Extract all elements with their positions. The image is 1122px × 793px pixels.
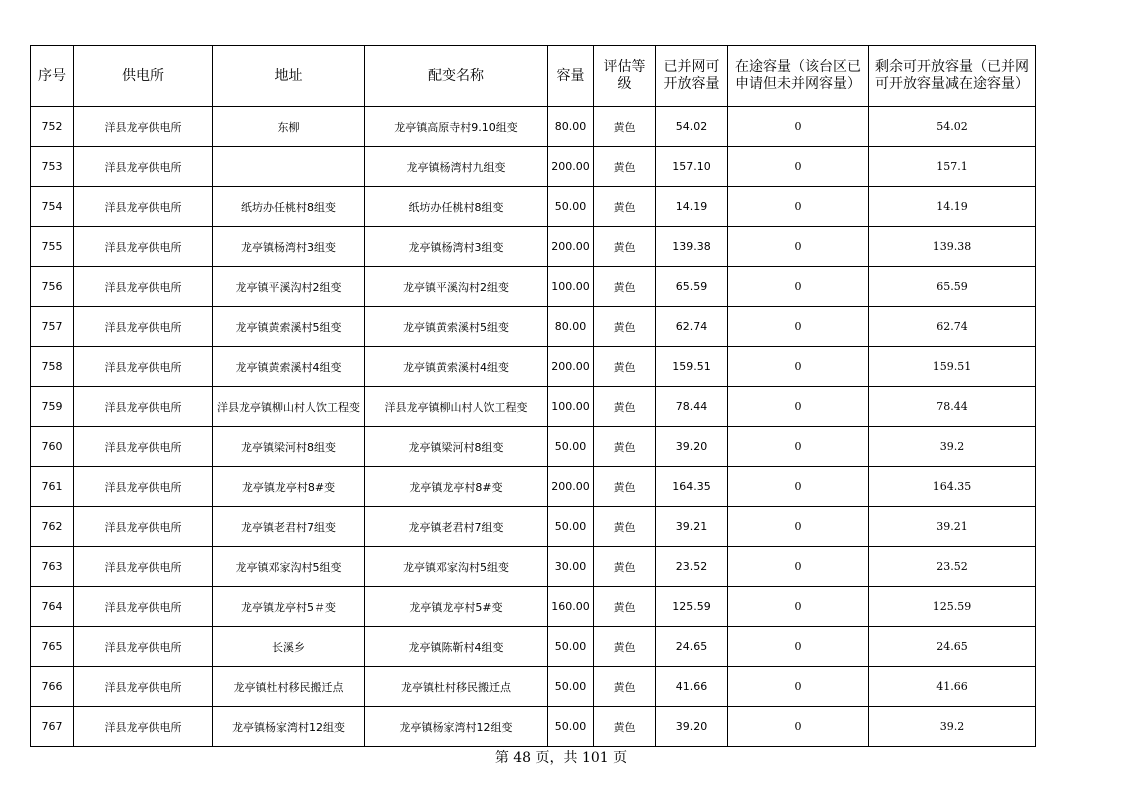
cell-office: 洋县龙亭供电所 <box>74 107 213 147</box>
cell-capacity: 80.00 <box>548 107 594 147</box>
cell-office: 洋县龙亭供电所 <box>74 387 213 427</box>
cell-capacity: 100.00 <box>548 387 594 427</box>
cell-address: 龙亭镇平溪沟村2组变 <box>213 267 365 307</box>
cell-remaining: 164.35 <box>869 467 1036 507</box>
cell-office: 洋县龙亭供电所 <box>74 587 213 627</box>
cell-transformer: 龙亭镇龙亭村5#变 <box>365 587 548 627</box>
cell-no: 763 <box>31 547 74 587</box>
cell-grade: 黄色 <box>594 427 656 467</box>
cell-connected: 24.65 <box>656 627 728 667</box>
cell-grade: 黄色 <box>594 387 656 427</box>
cell-no: 758 <box>31 347 74 387</box>
page-footer: 第 48 页，共 101 页 <box>494 750 628 766</box>
cell-connected: 159.51 <box>656 347 728 387</box>
table-row <box>31 627 1036 667</box>
cell-remaining: 139.38 <box>869 227 1036 267</box>
cell-connected: 54.02 <box>656 107 728 147</box>
table-row <box>31 507 1036 547</box>
cell-in-transit: 0 <box>728 427 869 467</box>
cell-grade: 黄色 <box>594 147 656 187</box>
cell-transformer: 龙亭镇平溪沟村2组变 <box>365 267 548 307</box>
cell-in-transit: 0 <box>728 147 869 187</box>
cell-transformer: 龙亭镇杨家湾村12组变 <box>365 707 548 747</box>
cell-in-transit: 0 <box>728 227 869 267</box>
cell-transformer: 龙亭镇杨湾村3组变 <box>365 227 548 267</box>
cell-address: 龙亭镇梁河村8组变 <box>213 427 365 467</box>
cell-address: 洋县龙亭镇柳山村人饮工程变 <box>213 387 365 427</box>
cell-capacity: 50.00 <box>548 667 594 707</box>
cell-in-transit: 0 <box>728 627 869 667</box>
cell-office: 洋县龙亭供电所 <box>74 707 213 747</box>
table-row <box>31 227 1036 267</box>
table-row <box>31 187 1036 227</box>
cell-capacity: 200.00 <box>548 347 594 387</box>
cell-address: 龙亭镇龙亭村5＃变 <box>213 587 365 627</box>
cell-transformer: 纸坊办任桃村8组变 <box>365 187 548 227</box>
cell-transformer: 龙亭镇老君村7组变 <box>365 507 548 547</box>
cell-grade: 黄色 <box>594 587 656 627</box>
cell-connected: 39.20 <box>656 707 728 747</box>
cell-in-transit: 0 <box>728 187 869 227</box>
cell-no: 766 <box>31 667 74 707</box>
table-row <box>31 427 1036 467</box>
cell-capacity: 100.00 <box>548 267 594 307</box>
cell-capacity: 200.00 <box>548 467 594 507</box>
cell-in-transit: 0 <box>728 547 869 587</box>
cell-connected: 164.35 <box>656 467 728 507</box>
cell-grade: 黄色 <box>594 267 656 307</box>
cell-no: 767 <box>31 707 74 747</box>
cell-remaining: 39.2 <box>869 427 1036 467</box>
table-row <box>31 547 1036 587</box>
cell-connected: 41.66 <box>656 667 728 707</box>
cell-grade: 黄色 <box>594 187 656 227</box>
cell-capacity: 50.00 <box>548 707 594 747</box>
cell-office: 洋县龙亭供电所 <box>74 307 213 347</box>
cell-transformer: 龙亭镇高原寺村9.10组变 <box>365 107 548 147</box>
cell-in-transit: 0 <box>728 307 869 347</box>
cell-remaining: 78.44 <box>869 387 1036 427</box>
cell-transformer: 龙亭镇杜村移民搬迁点 <box>365 667 548 707</box>
cell-remaining: 54.02 <box>869 107 1036 147</box>
cell-office: 洋县龙亭供电所 <box>74 467 213 507</box>
cell-in-transit: 0 <box>728 107 869 147</box>
cell-no: 760 <box>31 427 74 467</box>
table-row <box>31 147 1036 187</box>
cell-connected: 23.52 <box>656 547 728 587</box>
cell-remaining: 125.59 <box>869 587 1036 627</box>
cell-no: 754 <box>31 187 74 227</box>
table-row <box>31 467 1036 507</box>
cell-in-transit: 0 <box>728 267 869 307</box>
cell-grade: 黄色 <box>594 707 656 747</box>
table-row <box>31 587 1036 627</box>
cell-connected: 39.20 <box>656 427 728 467</box>
cell-connected: 157.10 <box>656 147 728 187</box>
cell-connected: 62.74 <box>656 307 728 347</box>
cell-in-transit: 0 <box>728 467 869 507</box>
cell-office: 洋县龙亭供电所 <box>74 227 213 267</box>
cell-office: 洋县龙亭供电所 <box>74 267 213 307</box>
cell-no: 753 <box>31 147 74 187</box>
table-row <box>31 267 1036 307</box>
cell-in-transit: 0 <box>728 507 869 547</box>
cell-remaining: 157.1 <box>869 147 1036 187</box>
cell-capacity: 50.00 <box>548 627 594 667</box>
cell-address: 龙亭镇黄索溪村5组变 <box>213 307 365 347</box>
cell-no: 764 <box>31 587 74 627</box>
cell-grade: 黄色 <box>594 307 656 347</box>
cell-in-transit: 0 <box>728 707 869 747</box>
cell-in-transit: 0 <box>728 347 869 387</box>
cell-transformer: 龙亭镇黄索溪村4组变 <box>365 347 548 387</box>
table-row <box>31 107 1036 147</box>
cell-office: 洋县龙亭供电所 <box>74 667 213 707</box>
cell-address <box>213 147 365 187</box>
cell-address: 龙亭镇龙亭村8#变 <box>213 467 365 507</box>
header-remaining: 剩余可开放容量（已并网可开放容量减在途容量） <box>869 46 1036 107</box>
cell-grade: 黄色 <box>594 627 656 667</box>
cell-no: 765 <box>31 627 74 667</box>
table-row <box>31 667 1036 707</box>
table-row <box>31 307 1036 347</box>
cell-grade: 黄色 <box>594 547 656 587</box>
cell-transformer: 洋县龙亭镇柳山村人饮工程变 <box>365 387 548 427</box>
cell-transformer: 龙亭镇梁河村8组变 <box>365 427 548 467</box>
cell-office: 洋县龙亭供电所 <box>74 187 213 227</box>
header-transformer: 配变名称 <box>365 46 548 107</box>
cell-address: 龙亭镇老君村7组变 <box>213 507 365 547</box>
cell-connected: 139.38 <box>656 227 728 267</box>
cell-remaining: 41.66 <box>869 667 1036 707</box>
cell-in-transit: 0 <box>728 587 869 627</box>
cell-office: 洋县龙亭供电所 <box>74 427 213 467</box>
cell-in-transit: 0 <box>728 387 869 427</box>
header-in-transit: 在途容量（该台区已申请但未并网容量） <box>728 46 869 107</box>
table-row <box>31 347 1036 387</box>
cell-no: 759 <box>31 387 74 427</box>
cell-grade: 黄色 <box>594 467 656 507</box>
cell-transformer: 龙亭镇龙亭村8#变 <box>365 467 548 507</box>
cell-office: 洋县龙亭供电所 <box>74 147 213 187</box>
cell-no: 761 <box>31 467 74 507</box>
header-row <box>31 46 1036 107</box>
table-row <box>31 707 1036 747</box>
cell-remaining: 24.65 <box>869 627 1036 667</box>
cell-address: 东柳 <box>213 107 365 147</box>
cell-grade: 黄色 <box>594 507 656 547</box>
cell-remaining: 14.19 <box>869 187 1036 227</box>
cell-capacity: 200.00 <box>548 227 594 267</box>
cell-no: 752 <box>31 107 74 147</box>
cell-office: 洋县龙亭供电所 <box>74 627 213 667</box>
table-row <box>31 387 1036 427</box>
header-capacity: 容量 <box>548 46 594 107</box>
header-connected: 已并网可开放容量 <box>656 46 728 107</box>
cell-grade: 黄色 <box>594 107 656 147</box>
cell-address: 纸坊办任桃村8组变 <box>213 187 365 227</box>
cell-address: 长溪乡 <box>213 627 365 667</box>
cell-remaining: 159.51 <box>869 347 1036 387</box>
cell-office: 洋县龙亭供电所 <box>74 507 213 547</box>
cell-grade: 黄色 <box>594 347 656 387</box>
cell-address: 龙亭镇杜村移民搬迁点 <box>213 667 365 707</box>
cell-address: 龙亭镇黄索溪村4组变 <box>213 347 365 387</box>
cell-capacity: 30.00 <box>548 547 594 587</box>
cell-remaining: 39.21 <box>869 507 1036 547</box>
cell-address: 龙亭镇杨家湾村12组变 <box>213 707 365 747</box>
cell-remaining: 65.59 <box>869 267 1036 307</box>
cell-transformer: 龙亭镇杨湾村九组变 <box>365 147 548 187</box>
cell-transformer: 龙亭镇陈靳村4组变 <box>365 627 548 667</box>
header-grade: 评估等级 <box>594 46 656 107</box>
header-office: 供电所 <box>74 46 213 107</box>
capacity-table <box>30 45 1036 747</box>
cell-no: 757 <box>31 307 74 347</box>
cell-address: 龙亭镇邓家沟村5组变 <box>213 547 365 587</box>
cell-connected: 65.59 <box>656 267 728 307</box>
cell-no: 755 <box>31 227 74 267</box>
header-no: 序号 <box>31 46 74 107</box>
cell-no: 756 <box>31 267 74 307</box>
cell-address: 龙亭镇杨湾村3组变 <box>213 227 365 267</box>
cell-remaining: 39.2 <box>869 707 1036 747</box>
cell-connected: 14.19 <box>656 187 728 227</box>
cell-remaining: 23.52 <box>869 547 1036 587</box>
cell-no: 762 <box>31 507 74 547</box>
cell-office: 洋县龙亭供电所 <box>74 547 213 587</box>
cell-transformer: 龙亭镇邓家沟村5组变 <box>365 547 548 587</box>
cell-capacity: 80.00 <box>548 307 594 347</box>
cell-connected: 78.44 <box>656 387 728 427</box>
cell-capacity: 50.00 <box>548 427 594 467</box>
cell-capacity: 160.00 <box>548 587 594 627</box>
cell-in-transit: 0 <box>728 667 869 707</box>
cell-office: 洋县龙亭供电所 <box>74 347 213 387</box>
cell-capacity: 50.00 <box>548 507 594 547</box>
cell-transformer: 龙亭镇黄索溪村5组变 <box>365 307 548 347</box>
cell-capacity: 50.00 <box>548 187 594 227</box>
cell-connected: 125.59 <box>656 587 728 627</box>
cell-connected: 39.21 <box>656 507 728 547</box>
header-address: 地址 <box>213 46 365 107</box>
cell-remaining: 62.74 <box>869 307 1036 347</box>
cell-grade: 黄色 <box>594 667 656 707</box>
cell-grade: 黄色 <box>594 227 656 267</box>
cell-capacity: 200.00 <box>548 147 594 187</box>
